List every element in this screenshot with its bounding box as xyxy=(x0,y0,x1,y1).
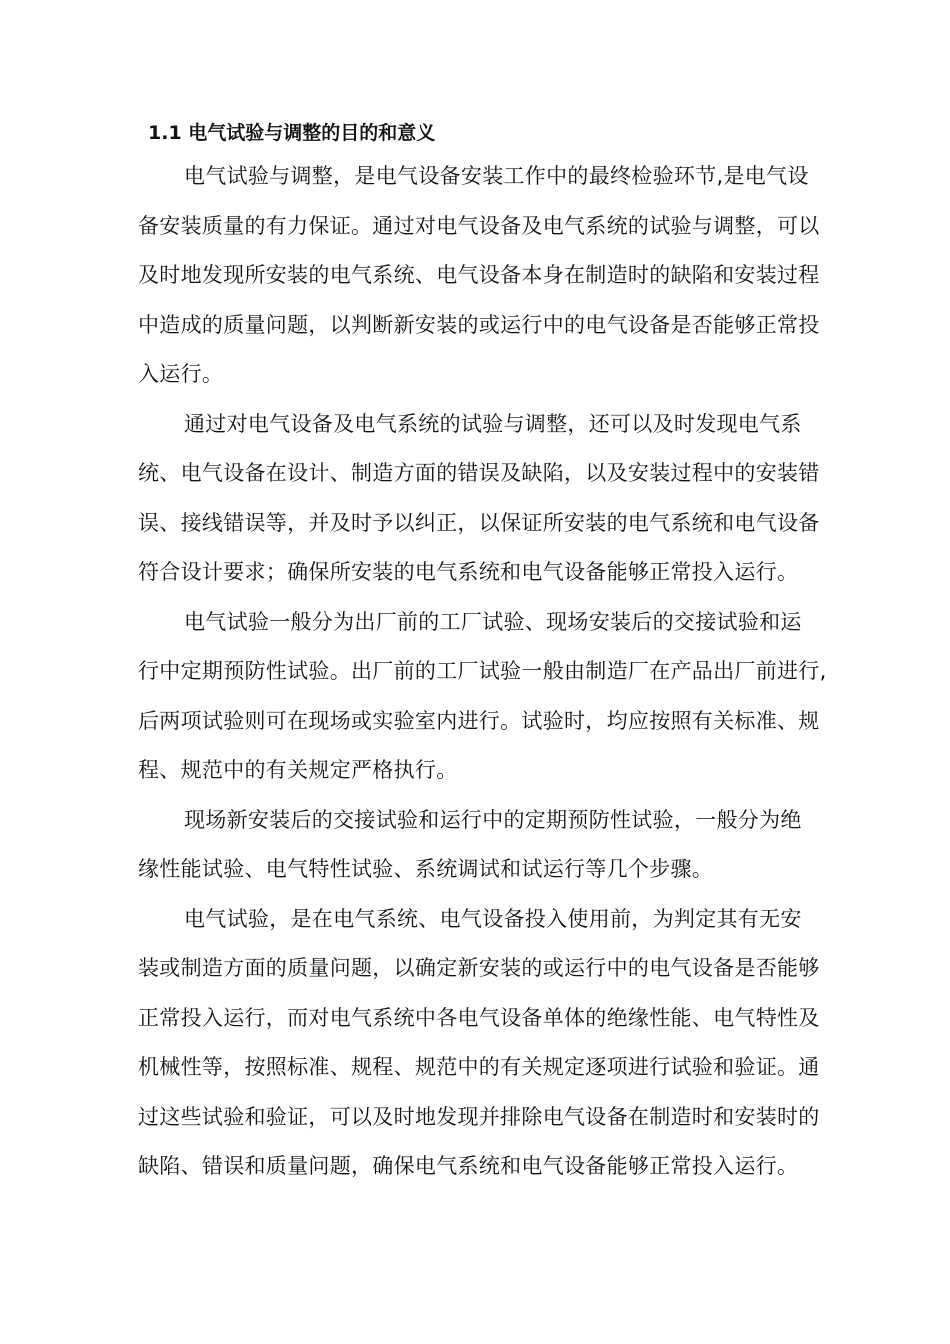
paragraph-3-line-3: 后两项试验则可在现场或实验室内进行。试验时，均应按照有关标准、规 xyxy=(138,709,820,733)
paragraph-5-line-4: 机械性等，按照标准、规程、规范中的有关规定逐项进行试验和验证。通 xyxy=(138,1055,820,1079)
paragraph-2-line-4: 符合设计要求；确保所安装的电气系统和电气设备能够正常投入运行。 xyxy=(138,560,799,584)
paragraph-1-line-2: 备安装质量的有力保证。通过对电气设备及电气系统的试验与调整，可以 xyxy=(138,214,820,238)
paragraph-2-line-2: 统、电气设备在设计、制造方面的错误及缺陷，以及安装过程中的安装错 xyxy=(138,461,820,485)
paragraph-1-line-5: 入运行。 xyxy=(138,362,224,386)
paragraph-3-line-4: 程、规范中的有关规定严格执行。 xyxy=(138,758,458,782)
paragraph-1-line-4: 中造成的质量问题，以判断新安装的或运行中的电气设备是否能够正常投 xyxy=(138,313,820,337)
paragraph-5-line-6: 缺陷、错误和质量问题，确保电气系统和电气设备能够正常投入运行。 xyxy=(138,1154,799,1178)
paragraph-3-line-2: 行中定期预防性试验。出厂前的工厂试验一般由制造厂在产品出厂前进行, xyxy=(138,659,827,683)
paragraph-1-line-1: 电气试验与调整，是电气设备安装工作中的最终检验环节,是电气设 xyxy=(184,164,809,188)
paragraph-2-line-3: 误、接线错误等，并及时予以纠正，以保证所安装的电气系统和电气设备 xyxy=(138,511,820,535)
paragraph-5-line-2: 装或制造方面的质量问题，以确定新安装的或运行中的电气设备是否能够 xyxy=(138,956,820,980)
paragraph-3-line-1: 电气试验一般分为出厂前的工厂试验、现场安装后的交接试验和运 xyxy=(184,610,802,634)
paragraph-5-line-1: 电气试验，是在电气系统、电气设备投入使用前，为判定其有无安 xyxy=(184,907,802,931)
section-heading: 1.1 电气试验与调整的目的和意义 xyxy=(148,122,436,144)
paragraph-5-line-5: 过这些试验和验证，可以及时地发现并排除电气设备在制造时和安装时的 xyxy=(138,1105,820,1129)
paragraph-4-line-1: 现场新安装后的交接试验和运行中的定期预防性试验，一般分为绝 xyxy=(184,808,802,832)
paragraph-4-line-2: 缘性能试验、电气特性试验、系统调试和试运行等几个步骤。 xyxy=(138,857,714,881)
paragraph-2-line-1: 通过对电气设备及电气系统的试验与调整，还可以及时发现电气系 xyxy=(184,412,802,436)
paragraph-1-line-3: 及时地发现所安装的电气系统、电气设备本身在制造时的缺陷和安装过程 xyxy=(138,263,820,287)
paragraph-5-line-3: 正常投入运行，而对电气系统中各电气设备单体的绝缘性能、电气特性及 xyxy=(138,1006,820,1030)
